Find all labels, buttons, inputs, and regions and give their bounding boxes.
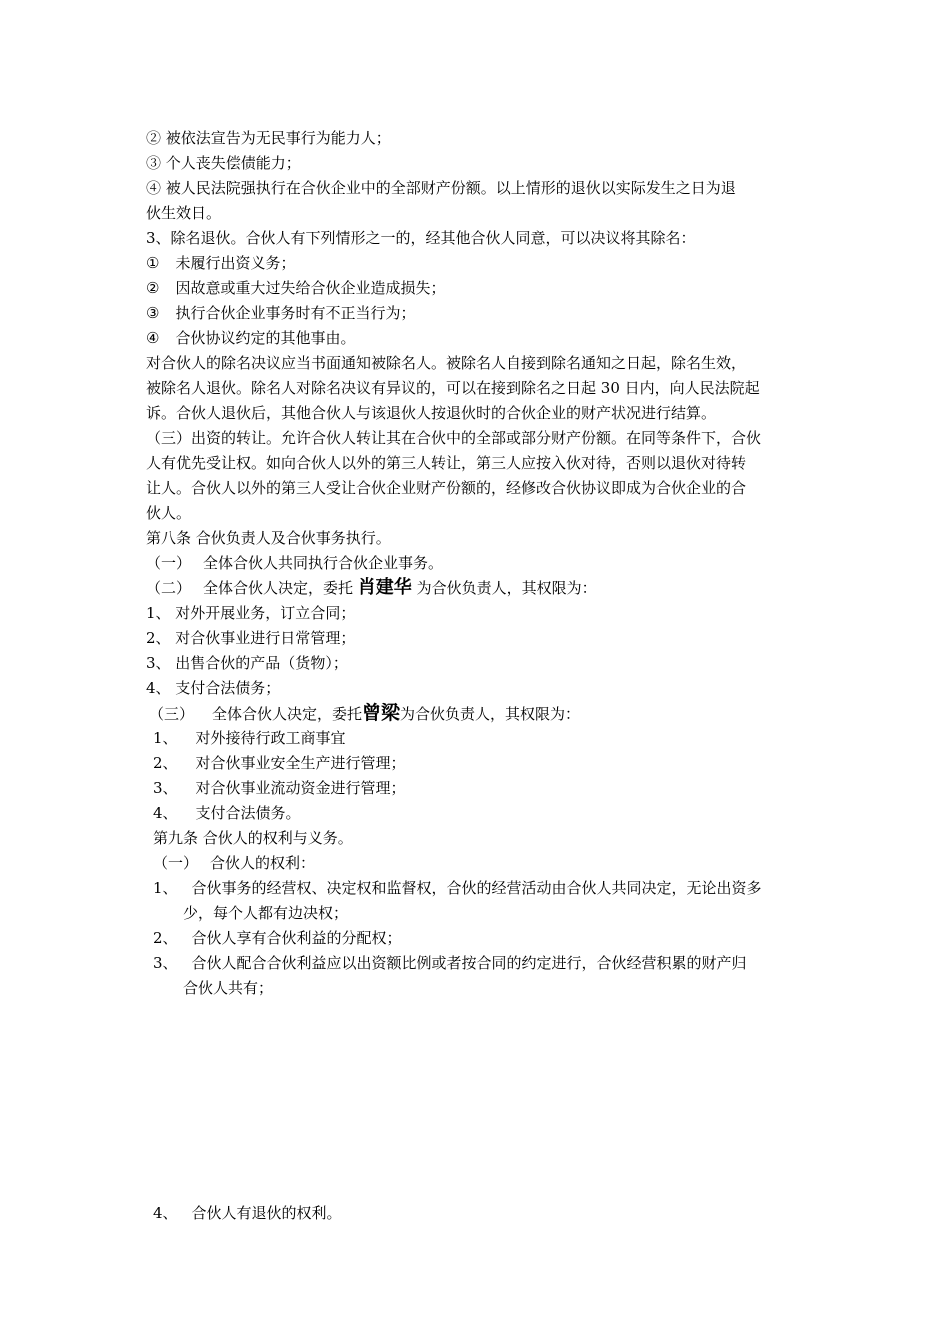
text-line: 让人。合伙人以外的第三人受让合伙企业财产份额的，经修改合伙协议即成为合伙企业的合 <box>146 479 747 497</box>
list-item <box>146 578 597 602</box>
text-line: 2、 对合伙事业进行日常管理； <box>146 629 356 647</box>
list-text: 支付合法债务。 <box>195 804 301 822</box>
list-item <box>153 753 406 777</box>
responsible-person-name: 曾梁 <box>362 702 401 724</box>
list-marker: 1、 <box>153 729 178 747</box>
responsible-person-name: 肖建华 <box>357 577 412 598</box>
list-item <box>146 553 443 577</box>
section-heading: 第九条 合伙人的权利与义务。 <box>153 829 353 847</box>
list-text: 全体合伙人决定，委托 <box>203 579 358 597</box>
list-item <box>153 778 406 802</box>
list-text: 合伙事务的经营权、决定权和监督权，合伙的经营活动由合伙人共同决定，无论出资多 <box>191 879 762 897</box>
text-line: 被除名人退伙。除名人对除名决议有异议的，可以在接到除名之日起 30 日内，向人民法院起 <box>146 379 760 397</box>
text-line: 伙人。 <box>146 504 192 522</box>
list-item <box>153 928 402 952</box>
text-line: 合伙人共有； <box>183 979 274 997</box>
list-marker: （二） <box>146 579 192 597</box>
list-item <box>153 728 346 752</box>
list-text: 对合伙事业安全生产进行管理； <box>195 754 406 772</box>
text-line: ② 被依法宣告为无民事行为能力人； <box>146 129 391 147</box>
list-item <box>153 1203 342 1227</box>
text-line: 4、 支付合法债务； <box>146 679 281 697</box>
list-marker: ① <box>146 254 160 272</box>
list-item <box>153 803 301 827</box>
list-text: 合伙人的权利： <box>210 854 316 872</box>
list-marker: ④ <box>146 329 160 347</box>
list-item <box>149 703 580 727</box>
list-text: 全体合伙人决定，委托 <box>212 705 363 723</box>
list-marker: 2、 <box>153 754 178 772</box>
list-marker: ② <box>146 279 160 297</box>
list-text: 因故意或重大过失给合伙企业造成损失； <box>175 279 446 297</box>
list-item <box>153 953 747 977</box>
list-item <box>153 878 762 902</box>
list-marker: （一） <box>153 854 199 872</box>
text-line: ③ 个人丧失偿债能力； <box>146 154 301 172</box>
list-text: 全体合伙人共同执行合伙企业事务。 <box>203 554 444 572</box>
text-line: 人有优先受让权。如向合伙人以外的第三人转让，第三人应按入伙对待，否则以退伙对待转 <box>146 454 747 472</box>
list-text: 为合伙负责人，其权限为： <box>400 705 581 723</box>
list-item <box>146 303 415 327</box>
text-line: 3、除名退伙。合伙人有下列情形之一的，经其他合伙人同意，可以决议将其除名： <box>146 229 696 247</box>
list-text: 合伙协议约定的其他事由。 <box>175 329 356 347</box>
list-marker: 4、 <box>153 804 178 822</box>
text-line: 伙生效日。 <box>146 204 222 222</box>
list-item <box>153 853 315 877</box>
list-item <box>146 253 295 277</box>
text-line: （三）出资的转让。允许合伙人转让其在合伙中的全部或部分财产份额。在同等条件下，合伙 <box>146 429 762 447</box>
list-marker: 2、 <box>153 929 178 947</box>
list-text: 合伙人配合合伙利益应以出资额比例或者按合同的约定进行，合伙经营积累的财产归 <box>191 954 747 972</box>
list-marker: （一） <box>146 554 192 572</box>
list-text: 对外接待行政工商事宜 <box>195 729 346 747</box>
list-item <box>146 328 355 352</box>
list-text: 合伙人有退伙的权利。 <box>191 1204 342 1222</box>
list-text: 合伙人享有合伙利益的分配权； <box>191 929 402 947</box>
list-marker: 4、 <box>153 1204 178 1222</box>
section-heading: 第八条 合伙负责人及合伙事务执行。 <box>146 529 391 547</box>
text-line: 诉。合伙人退伙后，其他合伙人与该退伙人按退伙时的合伙企业的财产状况进行结算。 <box>146 404 717 422</box>
text-line: 对合伙人的除名决议应当书面通知被除名人。被除名人自接到除名通知之日起，除名生效， <box>146 354 747 372</box>
list-text: 对合伙事业流动资金进行管理； <box>195 779 406 797</box>
text-line: 1、 对外开展业务，订立合同； <box>146 604 356 622</box>
list-text: 未履行出资义务； <box>175 254 296 272</box>
text-line: 少，每个人都有边决权； <box>183 904 349 922</box>
list-text: 为合伙负责人，其权限为： <box>411 579 597 597</box>
text-line: 3、 出售合伙的产品（货物）； <box>146 654 348 672</box>
list-item <box>146 278 445 302</box>
list-marker: 1、 <box>153 879 178 897</box>
list-marker: （三） <box>149 705 195 723</box>
list-marker: 3、 <box>153 779 178 797</box>
text-line: ④ 被人民法院强执行在合伙企业中的全部财产份额。以上情形的退伙以实际发生之日为退 <box>146 179 736 197</box>
list-text: 执行合伙企业事务时有不正当行为； <box>175 304 416 322</box>
list-marker: 3、 <box>153 954 178 972</box>
list-marker: ③ <box>146 304 160 322</box>
